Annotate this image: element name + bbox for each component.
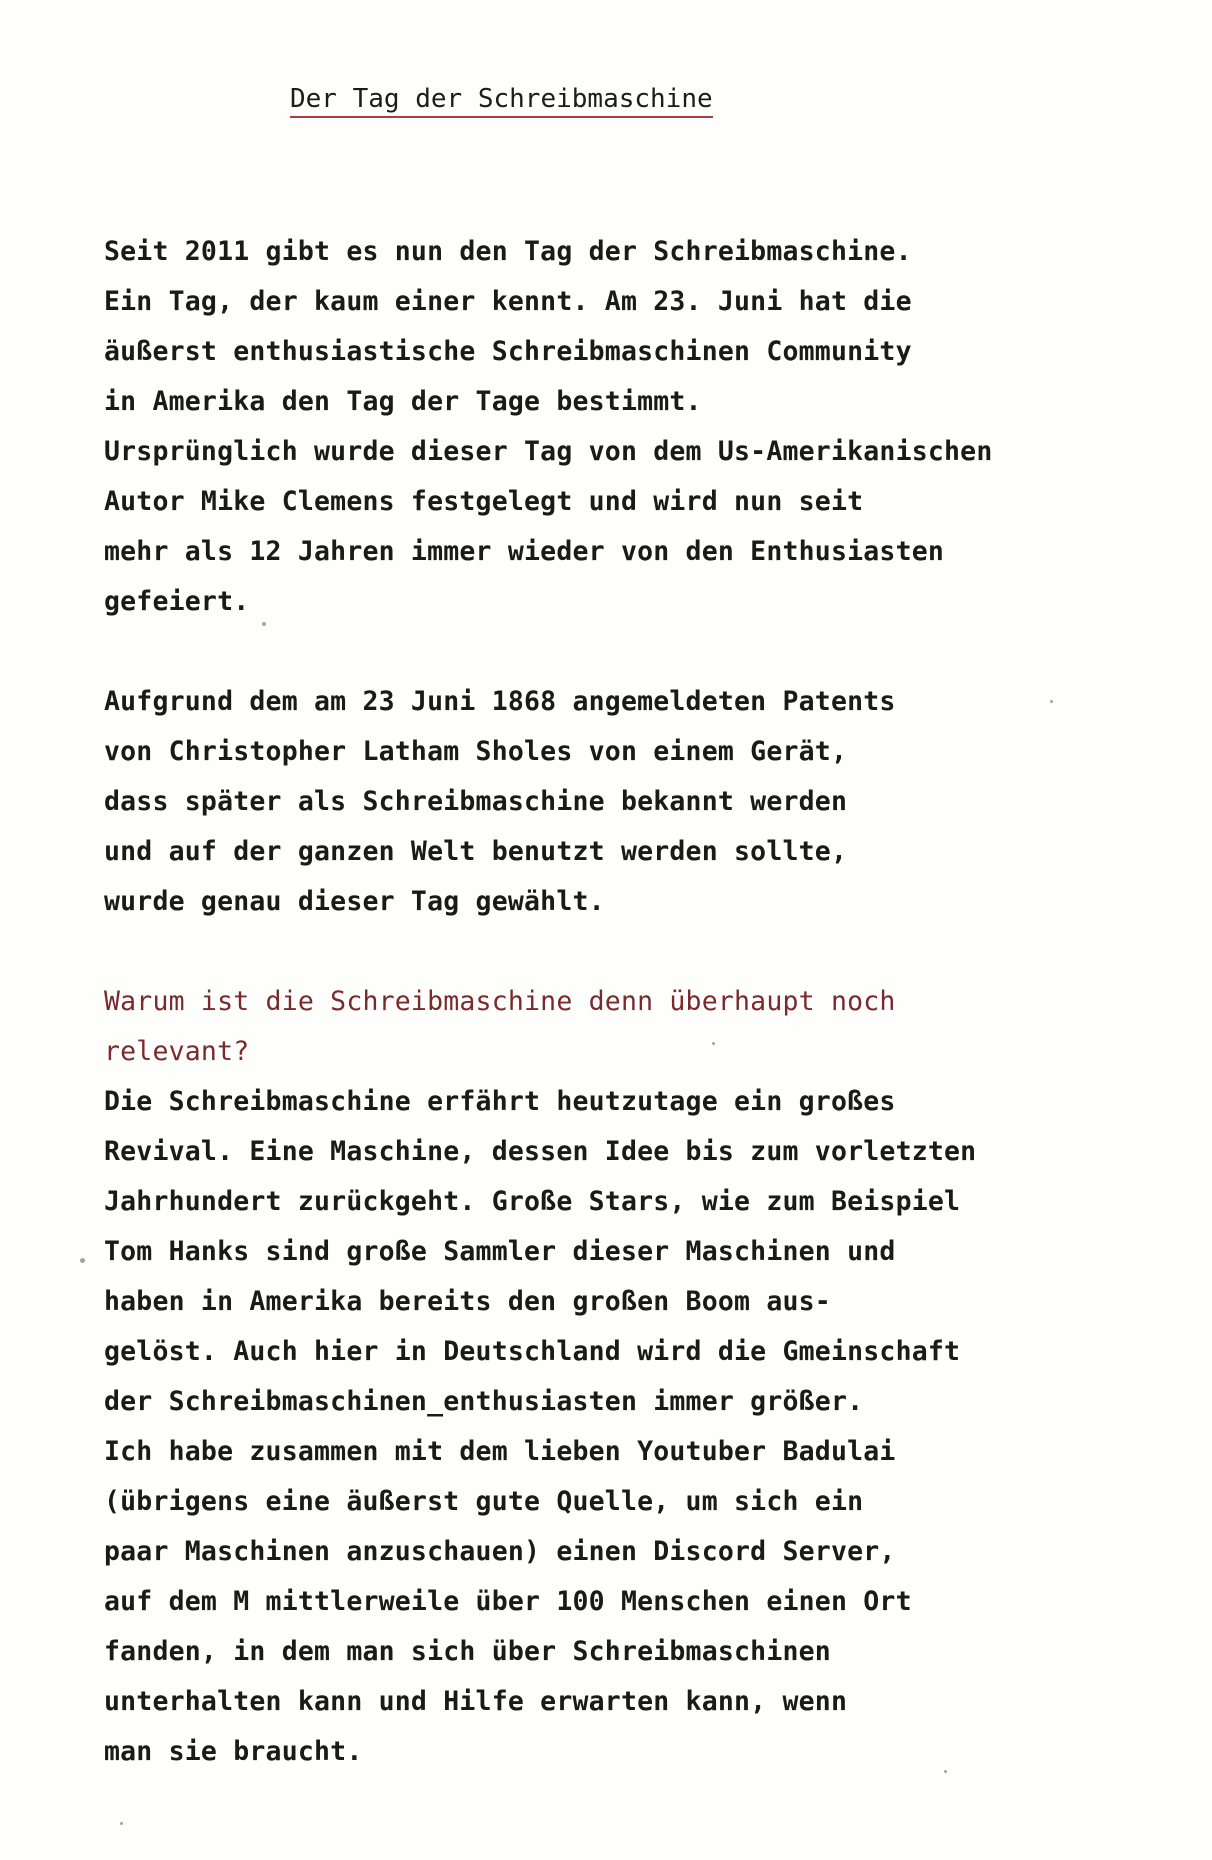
paragraph-1-line: mehr als 12 Jahren immer wieder von den Enthusiasten [104,536,945,567]
paper-speck [80,1258,85,1263]
paper-speck [262,622,266,626]
paragraph-3-line: unterhalten kann und Hilfe erwarten kann, wenn [104,1686,848,1717]
paragraph-1-line: Seit 2011 gibt es nun den Tag der Schreibmaschine. [104,236,912,267]
paragraph-2-line: wurde genau dieser Tag gewählt. [104,886,605,917]
paragraph-3-line: auf dem M mittlerweile über 100 Menschen einen Ort [104,1586,912,1617]
paragraph-1-line: äußerst enthusiastische Schreibmaschinen Community [104,336,912,367]
paragraph-2-line: Aufgrund dem am 23 Juni 1868 angemeldeten Patents [104,686,896,717]
paper-speck [120,1822,123,1825]
paragraph-3-line: Revival. Eine Maschine, dessen Idee bis zum vorletzten [104,1136,977,1167]
paper-speck [944,1770,947,1773]
paragraph-1-line: gefeiert. [104,586,250,617]
paragraph-3-line: Jahrhundert zurückgeht. Große Stars, wie zum Beispiel [104,1186,961,1217]
paper-speck [1050,700,1053,703]
paragraph-2-line: von Christopher Latham Sholes von einem Gerät, [104,736,848,767]
paragraph-1-line: in Amerika den Tag der Tage bestimmt. [104,386,702,417]
paragraph-3-line: gelöst. Auch hier in Deutschland wird die Gmeinschaft [104,1336,961,1367]
paragraph-1-line: Ein Tag, der kaum einer kennt. Am 23. Juni hat die [104,286,912,317]
paragraph-2-line: dass später als Schreibmaschine bekannt werden [104,786,848,817]
paragraph-3-line: (übrigens eine äußerst gute Quelle, um sich ein [104,1486,864,1517]
paragraph-3-line: haben in Amerika bereits den großen Boom aus- [104,1286,831,1317]
paragraph-3-line: Ich habe zusammen mit dem lieben Youtuber Badulai [104,1436,896,1467]
paragraph-3-line: fanden, in dem man sich über Schreibmaschinen [104,1636,831,1667]
paragraph-1-line: Ursprünglich wurde dieser Tag von dem Us-Amerikanischen [104,436,993,467]
document-title: Der Tag der Schreibmaschine [290,84,713,118]
paragraph-3-line: Die Schreibmaschine erfährt heutzutage ein großes [104,1086,896,1117]
paper-speck [712,1042,715,1045]
paragraph-3-line: Tom Hanks sind große Sammler dieser Maschinen und [104,1236,896,1267]
question-line: relevant? [104,1036,250,1067]
paragraph-3-line: der Schreibmaschinen_enthusiasten immer größer. [104,1386,864,1417]
paragraph-3-line: paar Maschinen anzuschauen) einen Discord Server, [104,1536,896,1567]
paragraph-3-line: man sie braucht. [104,1736,363,1767]
paragraph-1-line: Autor Mike Clemens festgelegt und wird nun seit [104,486,864,517]
paragraph-2-line: und auf der ganzen Welt benutzt werden sollte, [104,836,848,867]
question-line: Warum ist die Schreibmaschine denn überhaupt noch [104,986,896,1017]
